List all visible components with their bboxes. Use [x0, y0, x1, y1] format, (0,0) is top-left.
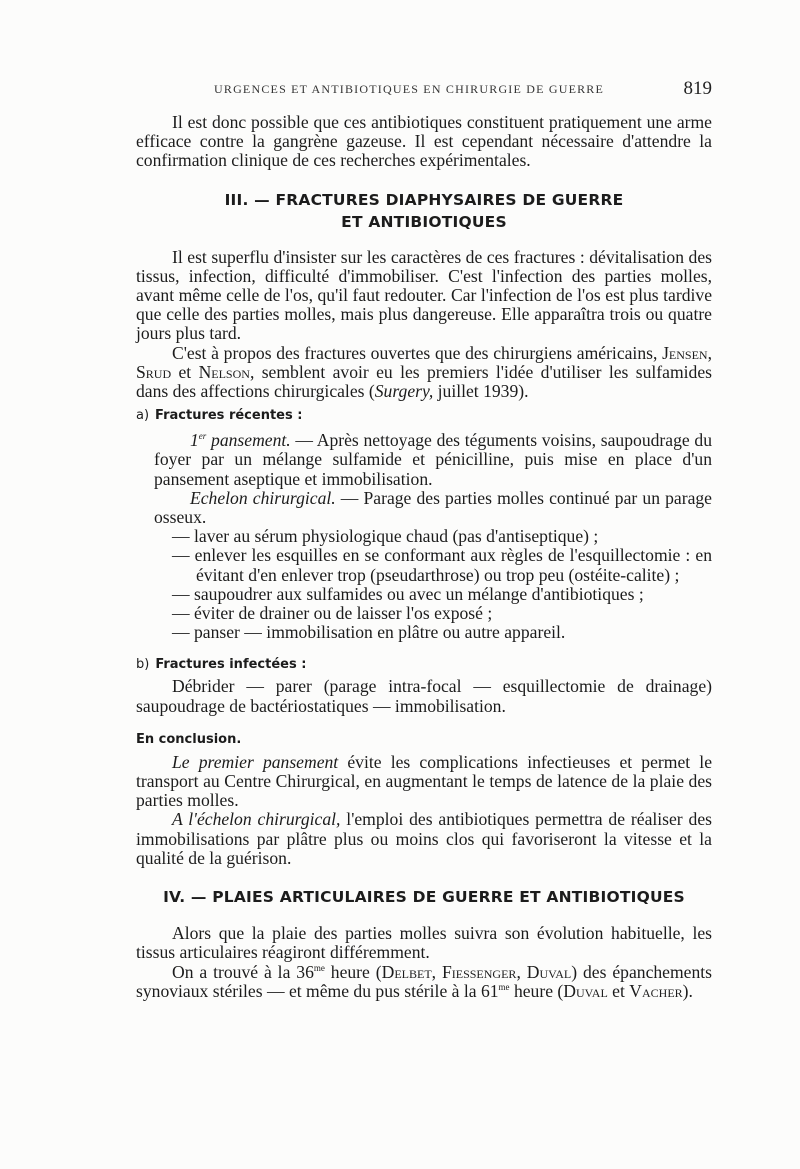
section-3-paragraph-1: Il est superflu d'insister sur les caractères de ces fractures : dévitalisation des tissus, infection, difficulté d'immobiliser. C'est l'infection des parties molles, avant même celle de l'os, qu'il faut redouter. Car l'infection de l'os est plus tardive que celle des parties molles, mais plus dangereuse. Elle apparaîtra trois ou quatre jours plus tard. [136, 246, 712, 344]
section-3-title-line1: III. — FRACTURES DIAPHYSAIRES DE GUERRE [224, 190, 624, 209]
list-item: — panser — immobilisation en plâtre ou autre appareil. [172, 622, 566, 643]
author-name: Nelson [198, 361, 250, 382]
author-name: Duval [526, 961, 572, 982]
list-item: — éviter de drainer ou de laisser l'os exposé ; [172, 603, 493, 624]
author-name: Delbet [381, 961, 432, 982]
subsection-a-body [136, 431, 712, 642]
text-run: l'emploi des antibiotiques permettra de réaliser des immobilisations par plâtre plus ou moins clos qui favoriseront la vitesse et la qualité de la guérison. [136, 809, 712, 868]
text-run: , [516, 961, 527, 982]
conclusion-lead: Le premier pansement [172, 751, 339, 772]
text-run: ). [682, 980, 693, 1001]
subsection-title: Fractures infectées : [155, 657, 307, 673]
text-run: juillet 1939). [433, 381, 529, 402]
conclusion-lead: A l'échelon chirurgical, [172, 809, 341, 830]
text-run: — Parage des parties molles continué par un parage osseux. [154, 487, 712, 528]
surgical-echelon-paragraph [154, 489, 712, 527]
author-name: Jensen [662, 342, 708, 363]
list-item: — saupoudrer aux sulfamides ou avec un mélange d'antibiotiques ; [172, 583, 644, 604]
author-name: Srud [136, 361, 172, 382]
running-head: URGENCES ET ANTIBIOTIQUES EN CHIRURGIE DE GUERRE [214, 82, 605, 96]
journal-name: Surgery, [374, 381, 434, 402]
ordinal-suffix: er [198, 431, 207, 442]
page-header [136, 80, 712, 104]
section-3-title [136, 189, 712, 233]
label-text: pansement. [206, 430, 291, 451]
subsection-letter: b) [136, 657, 150, 673]
first-dressing-label [190, 430, 291, 450]
text-run: et [171, 361, 199, 382]
text-run: ) des épanchements synoviaux stériles — et même du pus stérile à la 61 [136, 961, 713, 1001]
subsection-b-paragraph: Débrider — parer (parage intra-focal — esquillectomie de drainage) saupoudrage de bactériostatiques — immobilisation. [136, 676, 712, 716]
list-item: — enlever les esquilles en se conformant aux règles de l'esquillectomie : en évitant d'en enlever trop (pseudarthrose) ou trop peu (ostéite-calite) ; [172, 545, 712, 585]
section-3-title-line2: ET ANTIBIOTIQUES [341, 212, 507, 231]
page-number: 819 [683, 78, 712, 99]
text-run: et [607, 980, 630, 1001]
text-run: , semblent avoir eu les premiers l'idée d'utiliser les sulfamides dans des affections chirurgicales ( [136, 361, 712, 402]
ordinal-number: 1 [190, 430, 199, 451]
subsection-title: Fractures récentes : [155, 408, 303, 424]
ordinal-suffix: me [313, 962, 325, 973]
section-4-title: IV. — PLAIES ARTICULAIRES DE GUERRE ET ANTIBIOTIQUES [163, 888, 685, 907]
author-name: Duval [563, 980, 608, 1001]
section-3-paragraph-2 [136, 344, 712, 402]
text-run: , [431, 961, 442, 982]
section-4-paragraph-2 [136, 963, 712, 1001]
page-body [136, 113, 712, 1001]
conclusion-heading: En conclusion. [136, 731, 242, 747]
text-run: évite les complications infectieuses et permet le transport au Centre Chirurgical, en augmentant le temps de latence de la plaie des parties molles. [136, 751, 712, 811]
text-run: , [707, 342, 712, 363]
text-run: — Après nettoyage des téguments voisins, saupoudrage du foyer par un mélange sulfamide et pénicilline, puis mise en place d'un pansement aseptique et immobilisation. [154, 430, 712, 489]
text-run: heure ( [324, 961, 382, 982]
list-item: — laver au sérum physiologique chaud (pas d'antiseptique) ; [172, 526, 599, 547]
text-run: heure ( [509, 980, 564, 1001]
surgical-echelon-label: Echelon chirurgical. [190, 487, 336, 508]
intro-paragraph: Il est donc possible que ces antibiotiques constituent pratiquement une arme efficace contre la gangrène gazeuse. Il est cependant nécessaire d'attendre la confirmation clinique de ces recherches expérimentales. [136, 112, 712, 171]
subsection-b-heading [136, 656, 712, 674]
conclusion-paragraph-2 [136, 810, 712, 868]
section-4-paragraph-1: Alors que la plaie des parties molles suivra son évolution habituelle, les tissus articulaires réagiront différemment. [136, 923, 712, 963]
text-run: C'est à propos des fractures ouvertes que des chirurgiens américains, [172, 342, 663, 363]
subsection-letter: a) [136, 408, 150, 424]
conclusion-paragraph-1 [136, 753, 712, 811]
author-name: Vacher [629, 980, 683, 1001]
author-name: Fiessenger [441, 961, 517, 982]
text-run: On a trouvé à la 36 [172, 961, 314, 982]
first-dressing-paragraph [154, 431, 712, 489]
ordinal-suffix: me [498, 981, 510, 992]
subsection-a-heading [136, 407, 712, 425]
